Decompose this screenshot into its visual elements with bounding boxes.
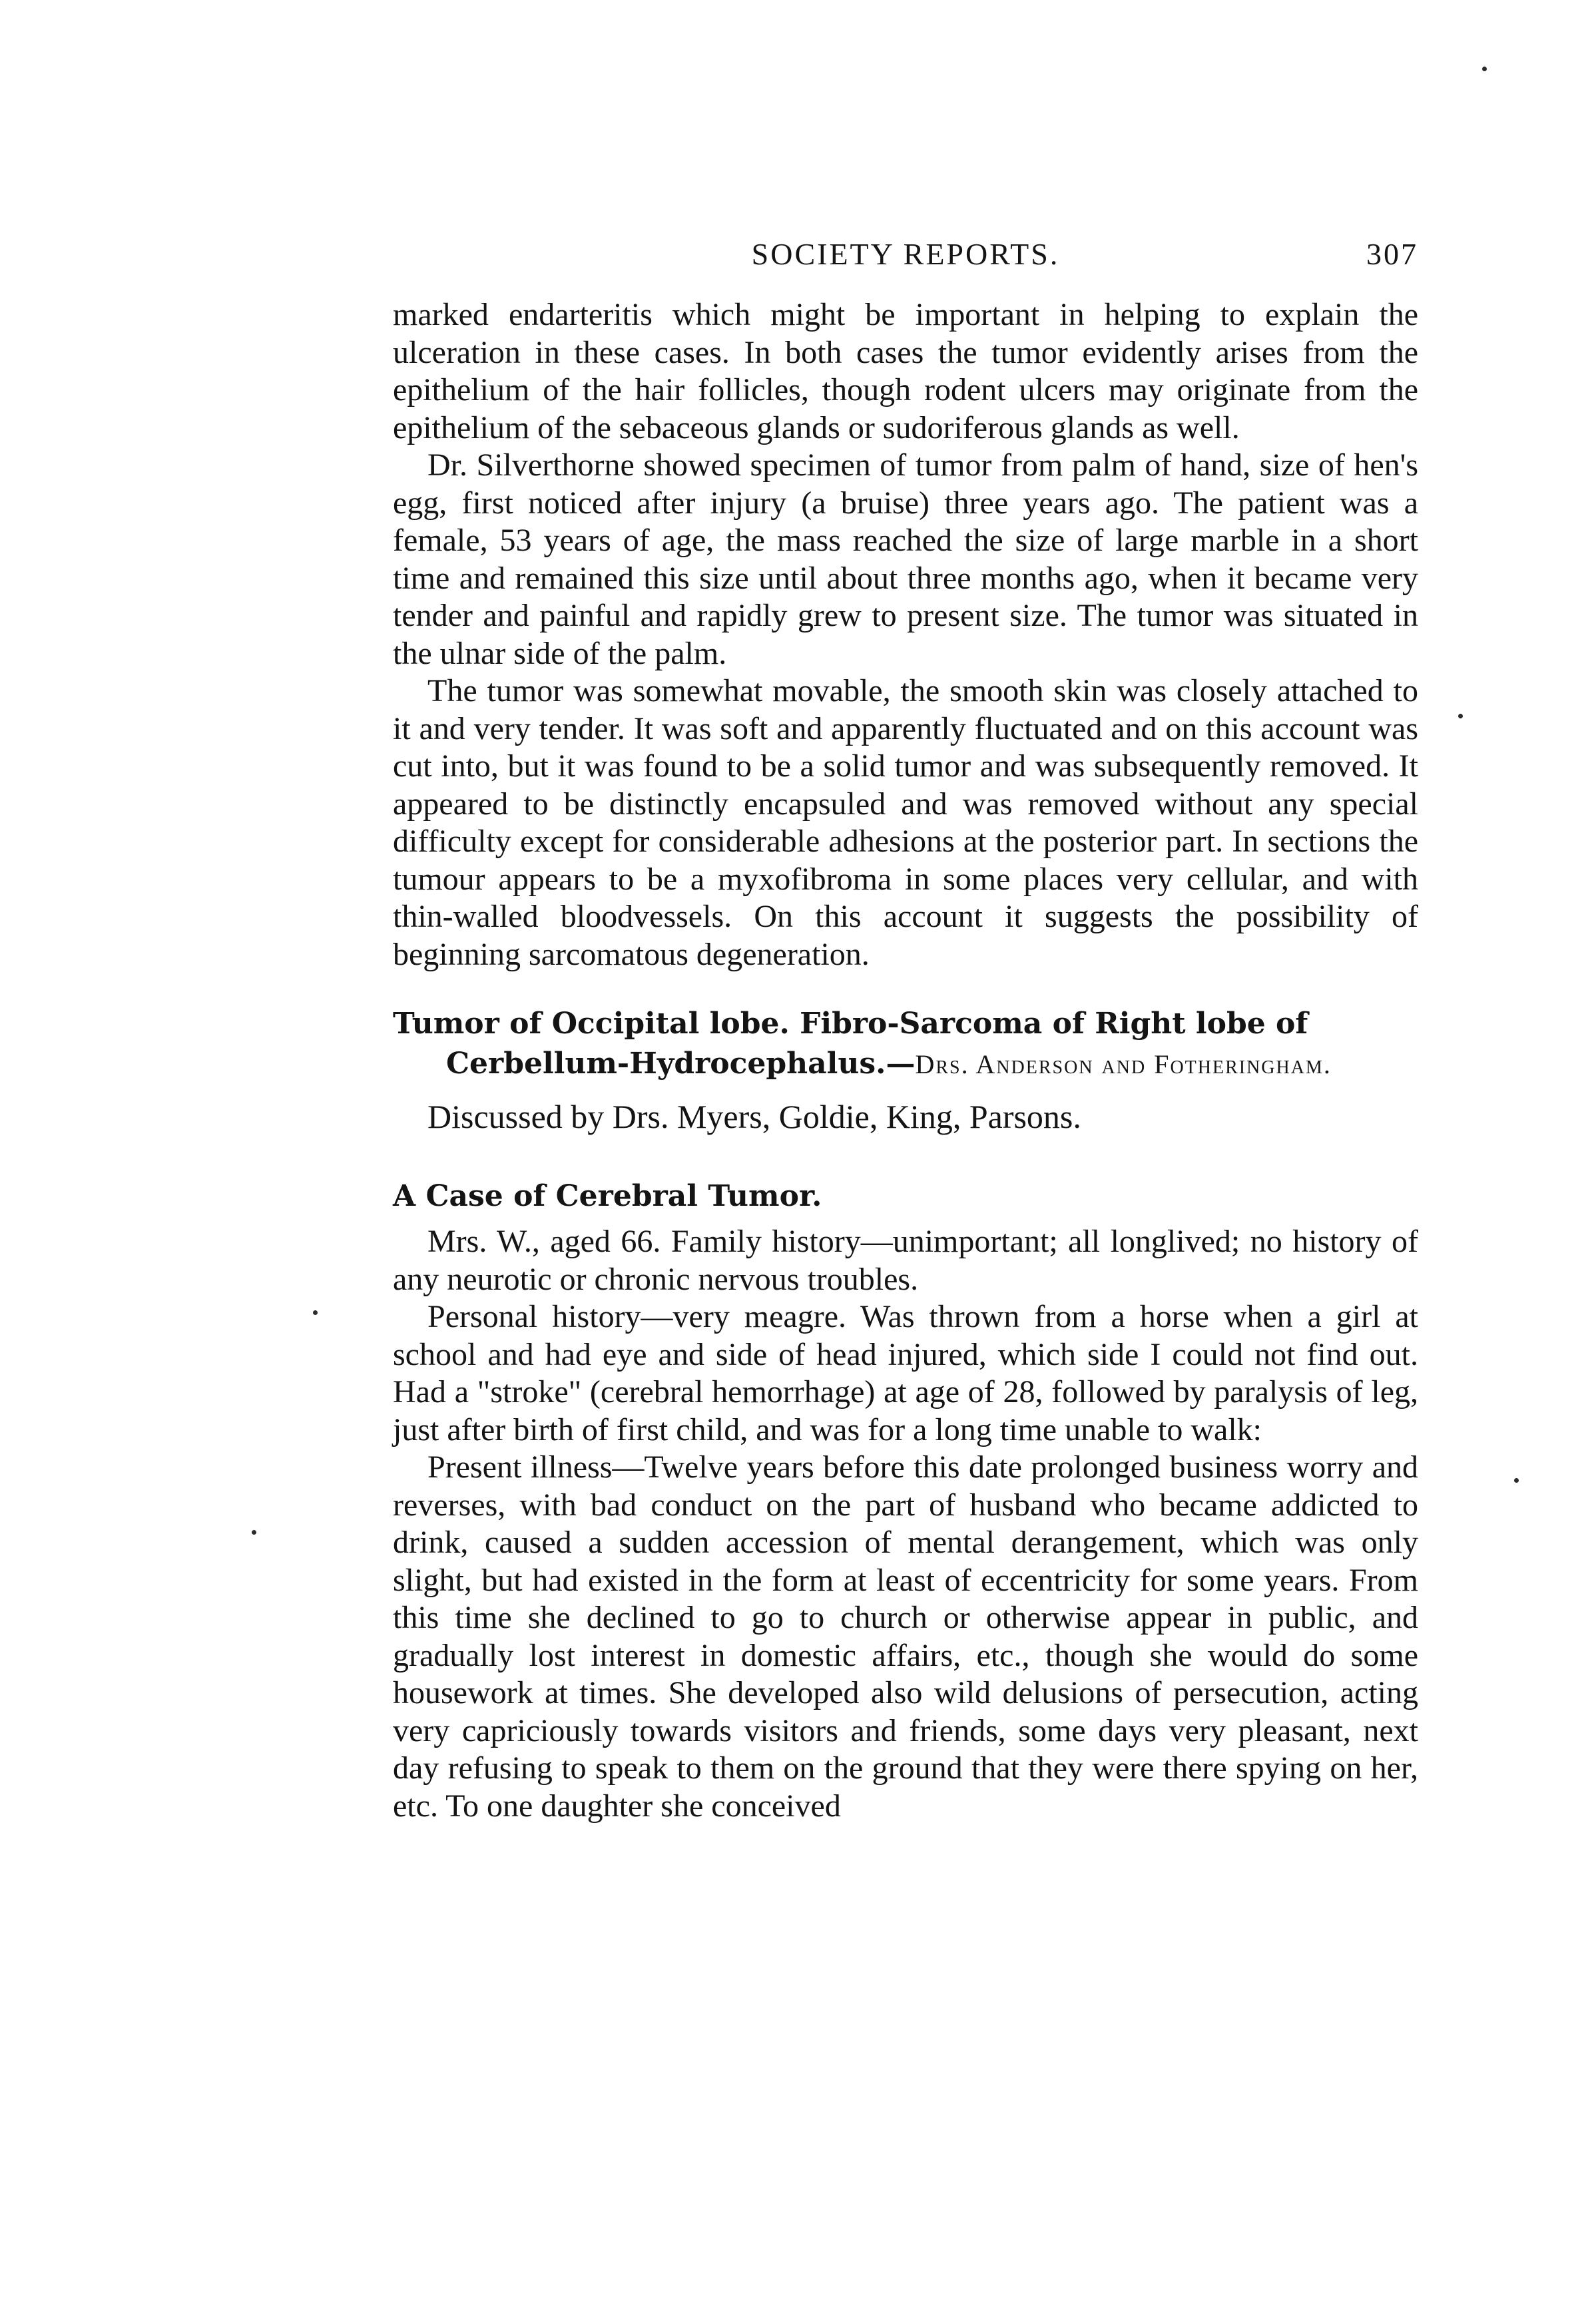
print-speck	[1482, 67, 1487, 71]
print-speck	[1514, 1478, 1519, 1483]
paragraph-personal-history: Personal history—very meagre. Was thrown from a horse when a girl at school and had eye and side of head injured, which side I could not find out. Had a "stroke" (cerebral hemorrhage) at age of 28, followed by paralysis of leg, just after birth of first child, and was for a long time unable to walk:	[393, 1299, 1418, 1447]
case-heading: A Case of Cerebral Tumor.	[393, 1179, 822, 1213]
paragraph-endarteritis: marked endarteritis which might be important in helping to explain the ulceration in these cases. In both cases the tumor evidently arises from the epithelium of the hair follicles, though rodent ulcers may originate from the epithelium of the sebaceous glands or sudoriferous glands as well.	[393, 297, 1418, 445]
print-speck	[313, 1310, 318, 1315]
paragraph-tumor-description: The tumor was somewhat movable, the smooth skin was closely attached to it and very tender. It was soft and apparently fluctuated and on this account was cut into, but it was found to be a solid tumor and was subsequently removed. It appeared to be distinctly encapsuled and was removed without any special difficulty except for considerable adhesions at the posterior part. In sections the tumour appears to be a myxofibroma in some places very cellular, and with thin-walled bloodvessels. On this account it suggests the possibility of beginning sarcomatous degeneration.	[393, 673, 1418, 972]
paragraph-silverthorne-specimen: Dr. Silverthorne showed specimen of tumor from palm of hand, size of hen's egg, first noticed after injury (a bruise) three years ago. The patient was a female, 53 years of age, the mass reached the size of large marble in a short time and remained this size until about three months ago, when it became very tender and painful and rapidly grew to present size. The tumor was situated in the ulnar side of the palm.	[393, 447, 1418, 671]
paragraph-present-illness: Present illness—Twelve years before this date prolonged business worry and reverses, with bad conduct on the part of husband who became addicted to drink, caused a sudden accession of mental derangement, which was only slight, but had existed in the form at least of eccentricity for some years. From this time she declined to go to church or otherwise appear in public, and gradually lost interest in domestic affairs, etc., though she would do some housework at times. She developed also wild delusions of persecution, acting very capriciously towards visitors and friends, some days very pleasant, next day refusing to speak to them on the ground that they were there spying on her, etc. To one daughter she conceived	[393, 1449, 1418, 1824]
discussion-note: Discussed by Drs. Myers, Goldie, King, Parsons.	[427, 1098, 1081, 1135]
section-title: Tumor of Occipital lobe. Fibro-Sarcoma of Right lobe of Cerbellum-Hydrocephalus.—	[393, 1007, 1308, 1081]
print-speck	[1458, 714, 1463, 718]
page-number: 307	[1366, 237, 1418, 271]
running-head	[393, 236, 1418, 276]
section-heading-occipital-tumor	[393, 1004, 1418, 1085]
section-authors: Drs. Anderson and Fotheringham.	[915, 1049, 1332, 1079]
running-title: SOCIETY REPORTS.	[751, 237, 1060, 271]
print-speck	[252, 1530, 256, 1535]
paragraph-family-history: Mrs. W., aged 66. Family history—unimportant; all longlived; no history of any neurotic or chronic nervous troubles.	[393, 1224, 1418, 1297]
body-text	[393, 296, 1418, 1825]
